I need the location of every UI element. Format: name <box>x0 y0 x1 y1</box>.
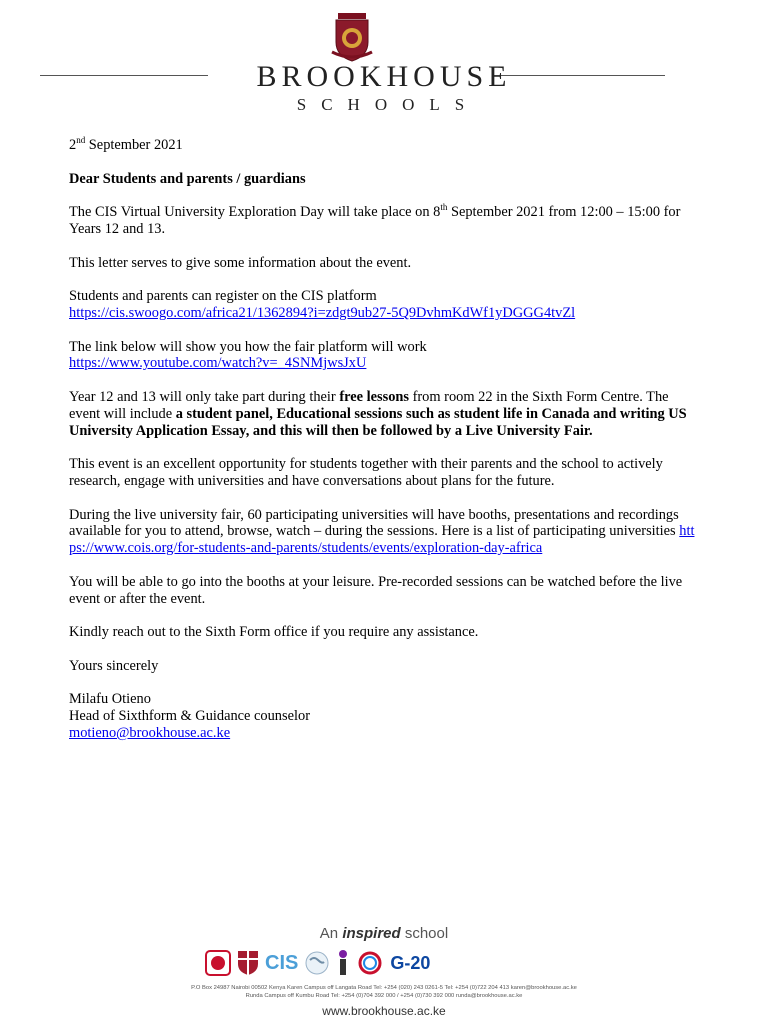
school-crest-logo <box>330 12 374 62</box>
round-square-logo-icon <box>205 949 231 977</box>
letter-body <box>69 137 699 742</box>
ring-logo-icon <box>356 949 384 977</box>
paragraph-register: Students and parents can register on the CIS platform https://cis.swoogo.com/africa21/1362894?i=zdgt9ub27-5Q9DvhmKdWf1yDGGG4tvZl <box>69 288 576 321</box>
paragraph-fair: During the live university fair, 60 participating universities will have booths, presentations and recordings available for you to attend, browse, watch – during the sessions. Here is a list of participating universities https://www.cois.org/for-students-and-parents/students/events/exploration-day-africa <box>69 506 695 557</box>
g20-logo: G-20 <box>390 952 431 973</box>
signer-name: Milafu Otieno <box>69 691 151 708</box>
paragraph-event-date: The CIS Virtual University Exploration Day will take place on 8th September 2021 from 12:00 – 15:00 for Years 12 and 13. <box>69 202 681 237</box>
world-map-logo-icon <box>304 949 330 977</box>
footer-address-line-2: Runda Campus off Kumbu Road Tel: +254 (0)704 392 000 / +254 (0)730 392 000 runda@brookhouse.ac.ke <box>245 993 523 999</box>
paragraph-platform-video: The link below will show you how the fair platform will work https://www.youtube.com/watch?v=_4SNMjwsJxU <box>69 338 427 372</box>
signer-title: Head of Sixthform & Guidance counselor <box>69 708 310 725</box>
torch-logo-icon <box>336 949 350 977</box>
universities-list-link[interactable]: https://www.cois.org/for-students-and-parents/students/events/exploration-day-africa <box>69 523 695 557</box>
paragraph-booths: You will be able to go into the booths at your leisure. Pre-recorded sessions can be watched before the live event or after the event. <box>69 573 683 607</box>
signature-block <box>69 691 699 741</box>
cis-logo: CIS <box>265 951 299 974</box>
school-name: BROOKHOUSE <box>256 60 512 93</box>
school-subtitle: SCHOOLS <box>296 95 480 114</box>
youtube-link[interactable]: https://www.youtube.com/watch?v=_4SNMjwsJxU <box>69 355 367 372</box>
footer-tagline: An inspired school <box>319 925 449 942</box>
paragraph-participation: Year 12 and 13 will only take part during their free lessons from room 22 in the Sixth Form Centre. The event will include a student panel, Educational sessions such as student life in Canada and writing US University Application Essay, and this will then be followed by a Live University Fair. <box>69 388 687 439</box>
signer-email-link[interactable]: motieno@brookhouse.ac.ke <box>69 724 231 741</box>
footer-website: www.brookhouse.ac.ke <box>322 1004 446 1018</box>
accreditation-logos <box>205 946 485 980</box>
cis-register-link[interactable]: https://cis.swoogo.com/africa21/1362894?i=zdgt9ub27-5Q9DvhmKdWf1yDGGG4tvZl <box>69 304 576 321</box>
paragraph-opportunity: This event is an excellent opportunity for students together with their parents and the school to actively research, engage with universities and have conversations about plans for the future. <box>69 456 663 489</box>
letter-salutation: Dear Students and parents / guardians <box>69 170 306 187</box>
letter-closing: Yours sincerely <box>69 657 159 674</box>
cambridge-shield-icon <box>237 949 259 977</box>
footer-address-line-1: P.O Box 24987 Nairobi 00502 Kenya Karen Campus off Langata Road Tel: +254 (020) 243 0261-5 Tel: +254 (0)722 204 413 karen@brookhouse.ac.ke <box>191 985 577 991</box>
letter-date: 2nd September 2021 <box>69 135 183 153</box>
paragraph-assistance: Kindly reach out to the Sixth Form office if you require any assistance. <box>69 624 479 641</box>
paragraph-intro: This letter serves to give some information about the event. <box>69 254 412 271</box>
